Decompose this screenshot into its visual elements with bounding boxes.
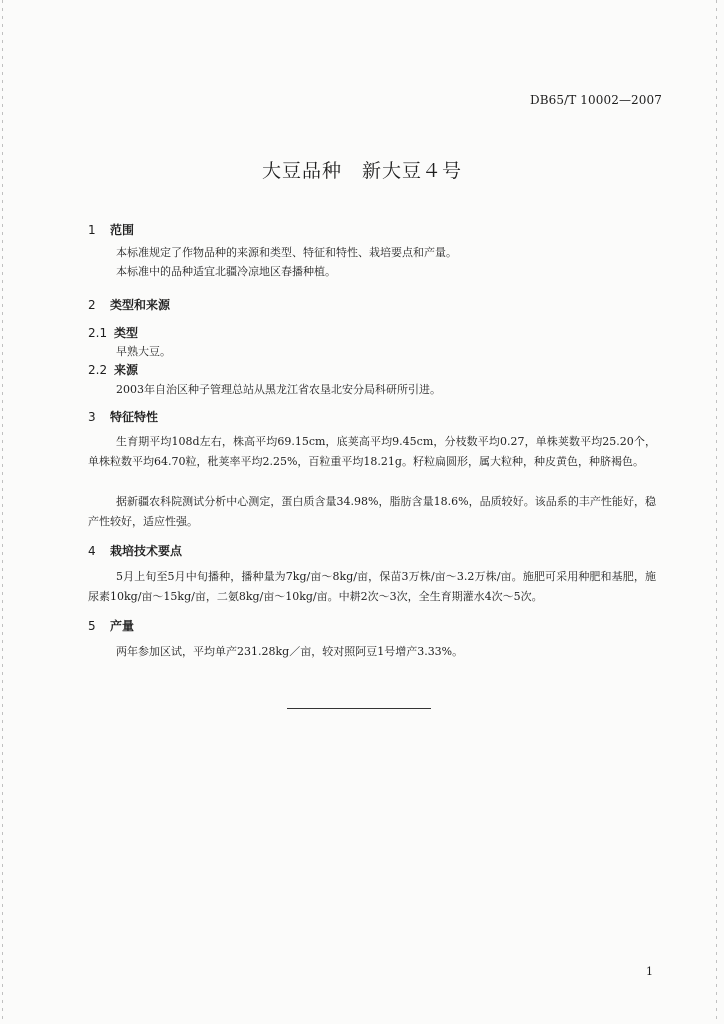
end-rule <box>287 708 431 709</box>
section-number: 3 <box>88 410 96 424</box>
section-4-heading <box>88 542 182 559</box>
section-3-paragraph-1: 生育期平均108d左右，株高平均69.15cm，底荚高平均9.45cm，分枝数平均0.27，单株荚数平均25.20个，单株粒数平均64.70粒，秕荚率平均2.25%，百粒重平均18.21g。籽粒扁圆形，属大粒种，种皮黄色，种脐褐色。 <box>88 435 656 468</box>
section-title: 特征特性 <box>110 410 159 424</box>
section-title: 产量 <box>110 619 135 633</box>
section-1-line-1: 本标准规定了作物品种的来源和类型、特征和特性、栽培要点和产量。 <box>116 246 457 259</box>
scan-edge-right <box>716 0 717 1024</box>
section-number: 1 <box>88 223 96 237</box>
section-1-heading <box>88 221 134 238</box>
section-4-paragraph: 5月上旬至5月中旬播种，播种量为7kg/亩～8kg/亩，保苗3万株/亩～3.2万株/亩。施肥可采用种肥和基肥，施尿素10kg/亩～15kg/亩，二氨8kg/亩～10kg/亩。中耕2次～3次，全生育期灌水4次～5次。 <box>88 570 656 603</box>
section-title: 栽培技术要点 <box>110 544 183 558</box>
page-number: 1 <box>646 965 653 978</box>
section-2-heading <box>88 296 170 313</box>
section-title: 类型和来源 <box>110 298 171 312</box>
section-3-paragraph-2: 据新疆农科院测试分析中心测定，蛋白质含量34.98%，脂肪含量18.6%，品质较好。该品系的丰产性能好，稳产性较好，适应性强。 <box>88 495 656 528</box>
section-2-1-heading <box>88 324 138 341</box>
section-number: 2 <box>88 298 96 312</box>
section-title: 类型 <box>114 326 139 340</box>
section-5-heading <box>88 617 134 634</box>
standard-code: DB65/T 10002—2007 <box>530 93 662 107</box>
section-title: 范围 <box>110 223 135 237</box>
section-title: 来源 <box>114 363 139 377</box>
section-5-paragraph: 两年参加区试，平均单产231.28kg／亩，较对照阿豆1号增产3.33%。 <box>116 645 464 658</box>
section-number: 2.1 <box>88 326 108 340</box>
section-number: 5 <box>88 619 96 633</box>
section-2-1-text: 早熟大豆。 <box>116 345 171 358</box>
document-title: 大豆品种 新大豆４号 <box>261 160 462 182</box>
section-number: 4 <box>88 544 96 558</box>
scan-edge-left <box>2 0 3 1024</box>
section-1-line-2: 本标准中的品种适宜北疆冷凉地区春播种植。 <box>116 265 336 278</box>
section-2-2-heading <box>88 361 138 378</box>
section-number: 2.2 <box>88 363 108 377</box>
section-3-heading <box>88 408 158 425</box>
section-2-2-text: 2003年自治区种子管理总站从黑龙江省农垦北安分局科研所引进。 <box>116 383 441 396</box>
